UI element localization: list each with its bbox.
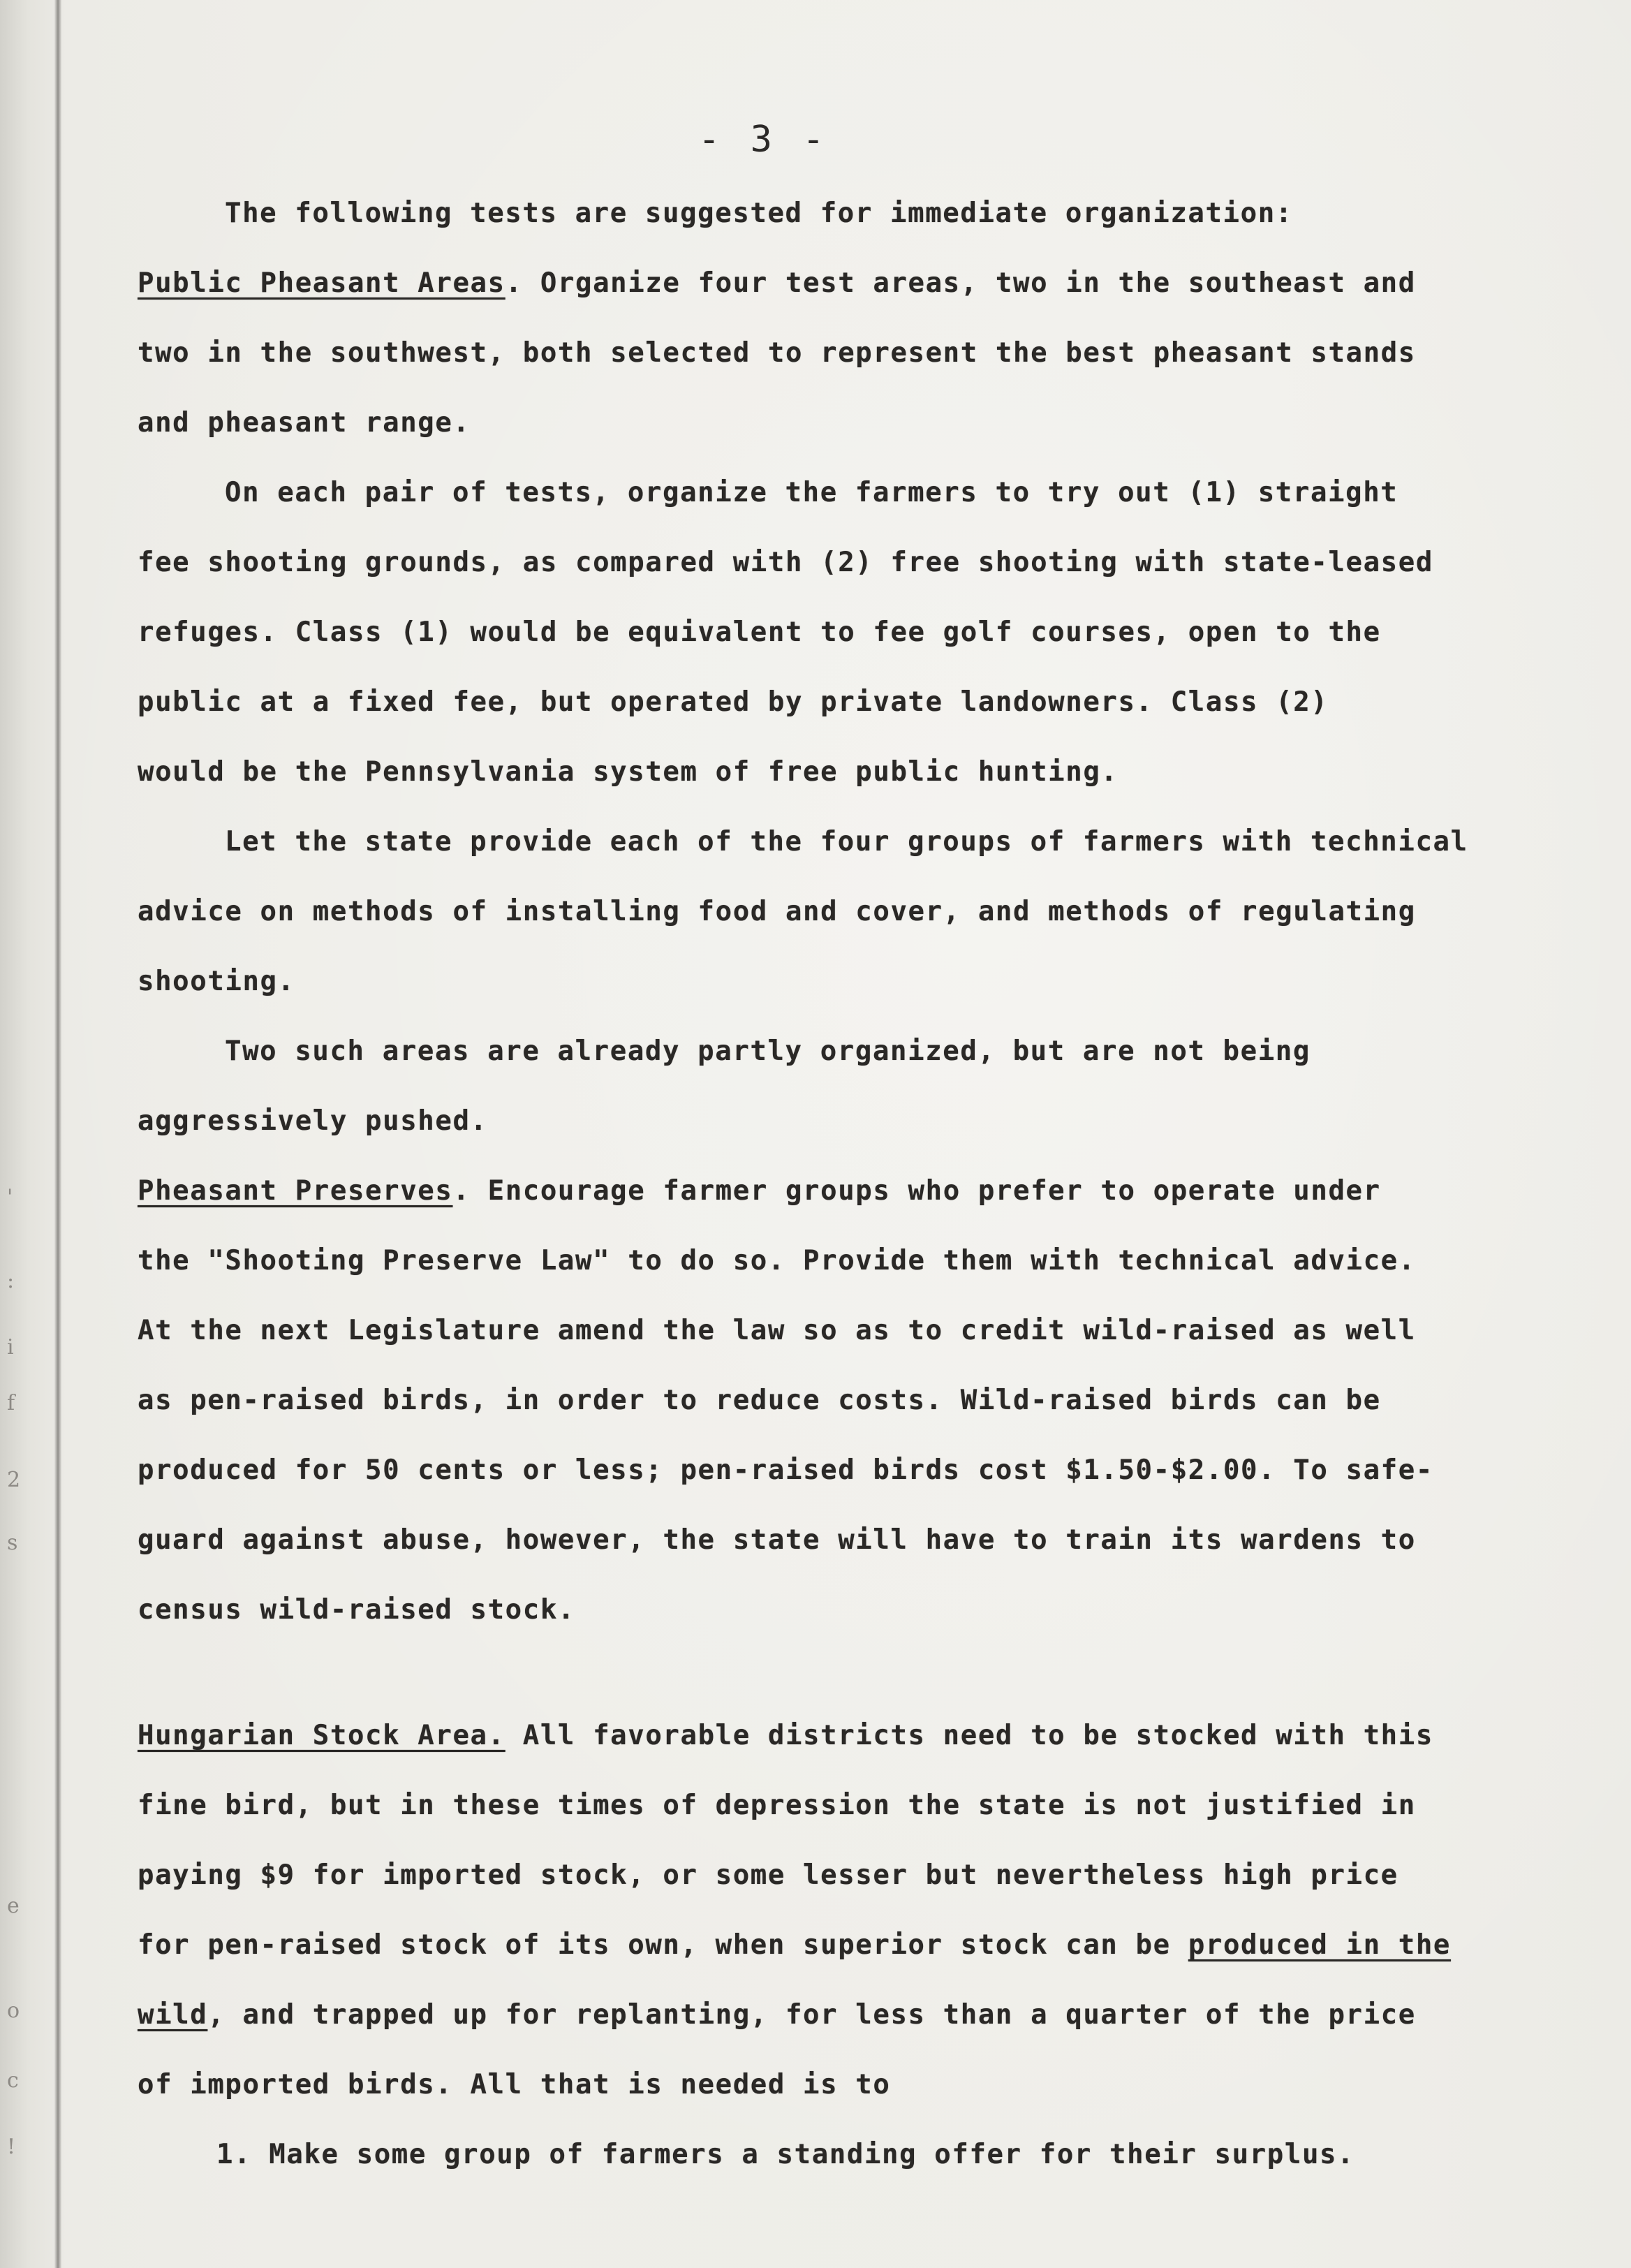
text-line-hungarian-stock-area (138, 1722, 1433, 1749)
margin-mark: c (7, 2068, 19, 2093)
text-line: advice on methods of installing food and cover, and methods of regulating (138, 896, 1416, 927)
text-line: shooting. (138, 966, 295, 997)
text-span: . Organize four test areas, two in the southeast and (505, 267, 1416, 299)
margin-mark: f (7, 1391, 15, 1415)
text-line: and pheasant range. (138, 407, 471, 439)
text-line: aggressively pushed. (138, 1105, 488, 1137)
margin-mark: 2 (7, 1468, 21, 1492)
section-heading-pheasant-preserves: Pheasant Preserves (138, 1175, 453, 1207)
page-binding-shadow (54, 0, 61, 2268)
text-line-public-pheasant-areas (138, 267, 1416, 299)
margin-mark: o (7, 1998, 20, 2023)
emphasis-wild: wild (138, 1999, 208, 2031)
text-line: census wild-raised stock. (138, 1594, 575, 1626)
text-line (138, 1999, 1416, 2031)
section-heading-public-pheasant-areas: Public Pheasant Areas (138, 267, 505, 299)
text-line: guard against abuse, however, the state will have to train its wardens to (138, 1524, 1416, 1556)
text-line: the "Shooting Preserve Law" to do so. Provide them with technical advice. (138, 1245, 1416, 1276)
text-span: . Encourage farmer groups who prefer to operate under (452, 1175, 1381, 1207)
text-line (138, 1931, 1451, 1959)
text-line: produced for 50 cents or less; pen-raised birds cost $1.50-$2.00. To safe- (138, 1455, 1433, 1486)
text-line: as pen-raised birds, in order to reduce costs. Wild-raised birds can be (138, 1385, 1381, 1416)
page-number: - 3 - (698, 119, 829, 161)
text-line: On each pair of tests, organize the farmers to try out (1) straight (225, 477, 1398, 508)
margin-mark: : (7, 1269, 15, 1293)
text-line: At the next Legislature amend the law so as to credit wild-raised as well (138, 1315, 1416, 1346)
margin-mark: ' (7, 1185, 13, 1209)
text-line: Let the state provide each of the four groups of farmers with technical (225, 826, 1468, 857)
margin-mark: ! (7, 2135, 16, 2159)
text-line: of imported birds. All that is needed is to (138, 2069, 891, 2100)
numbered-item-1: 1. Make some group of farmers a standing offer for their surplus. (216, 2139, 1355, 2170)
text-line: Two such areas are already partly organized, but are not being (225, 1036, 1311, 1067)
text-line: two in the southwest, both selected to represent the best pheasant stands (138, 337, 1416, 369)
text-span: , and trapped up for replanting, for less than a quarter of the price (207, 1999, 1416, 2031)
text-span: All favorable districts need to be stocked with this (505, 1720, 1433, 1751)
text-line: fine bird, but in these times of depression the state is not justified in (138, 1790, 1416, 1821)
section-heading-hungarian-stock-area: Hungarian Stock Area. (138, 1720, 505, 1751)
text-line: would be the Pennsylvania system of free public hunting. (138, 756, 1119, 788)
margin-mark: s (7, 1531, 18, 1555)
text-line: The following tests are suggested for immediate organization: (225, 198, 1293, 229)
text-span: for pen-raised stock of its own, when superior stock can be (138, 1929, 1188, 1961)
margin-mark: e (7, 1894, 20, 1918)
text-line: fee shooting grounds, as compared with (2) free shooting with state-leased (138, 547, 1433, 578)
text-line: refuges. Class (1) would be equivalent to fee golf courses, open to the (138, 617, 1381, 648)
text-line-pheasant-preserves (138, 1177, 1381, 1205)
text-line: public at a fixed fee, but operated by private landowners. Class (2) (138, 686, 1329, 718)
text-line: paying $9 for imported stock, or some lesser but nevertheless high price (138, 1860, 1398, 1891)
margin-mark: i (7, 1335, 14, 1360)
emphasis-produced-in-the-wild: produced in the (1188, 1929, 1452, 1961)
